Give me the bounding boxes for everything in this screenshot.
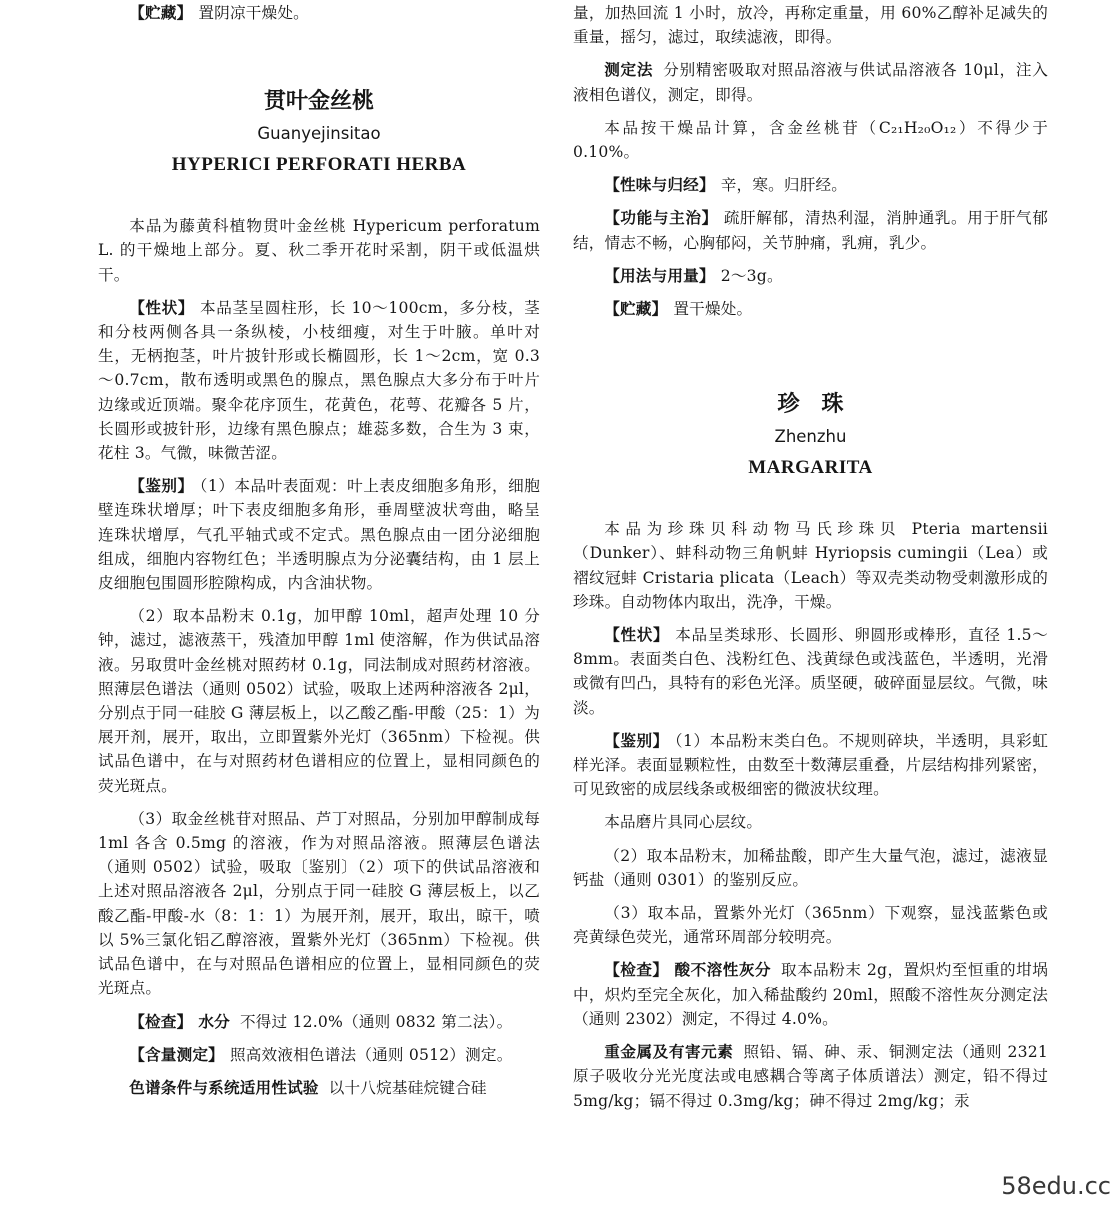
nature-section (573, 173, 1048, 197)
inspection-subheading: 酸不溶性灰分 (674, 961, 772, 980)
characters-section (573, 623, 1048, 720)
method-text: 分别精密吸取对照品溶液与供试品溶液各 10μl，注入液相色谱仪，测定，即得。 (573, 61, 1048, 104)
inspection-label: 【检查】 (129, 1012, 193, 1031)
monograph-title-zh: 珍 珠 (777, 392, 844, 418)
storage-label: 【贮藏】 (604, 300, 668, 319)
grinding-note: 本品磨片具同心层纹。 (604, 813, 763, 832)
inspection-text: 取本品粉末 2g，置炽灼至恒重的坩埚中，炽灼至完全灰化，加入稀盐酸约 20ml，照酸不溶性灰分测定法（通则 2302）测定，不得过 4.0%。 (573, 961, 1048, 1028)
nature-label: 【性味与归经】 (604, 176, 715, 195)
monograph-title-zh: 贯叶金丝桃 (263, 89, 374, 115)
inspection-text: 不得过 12.0%（通则 0832 第二法）。 (239, 1012, 513, 1031)
storage-text: 置干燥处。 (673, 300, 753, 319)
inspection-section (98, 1010, 540, 1034)
chromatography-text: 以十八烷基硅烷键合硅 (328, 1078, 487, 1097)
storage-section (573, 297, 1048, 321)
characters-text: 本品呈类球形、长圆形、卵圆形或棒形，直径 1.5～8mm。表面类白色、浅粉红色、浅黄绿色或浅蓝色，半透明，光滑或微有凹凸，具特有的彩色光泽。质坚硬，破碎面显层纹。气微，味淡。 (573, 626, 1048, 717)
characters-label: 【性状】 (604, 626, 670, 645)
chromatography-conditions (98, 1076, 540, 1100)
identification-text: （1）本品粉末类白色。不规则碎块，半透明，具彩虹样光泽。表面显颗粒性，由数至十数薄层重叠，片层结构排列紧密，可见致密的成层线条或极细密的微波状纹理。 (573, 731, 1048, 799)
method-section (573, 58, 1048, 106)
heavy-metals-text: 照铅、镉、砷、汞、铜测定法（通则 2321 原子吸收分光光度法或电感耦合等离子体质谱法）测定，铅不得过 5mg/kg；镉不得过 0.3mg/kg；砷不得过 2mg/kg；汞 (573, 1043, 1048, 1110)
function-section (573, 206, 1048, 254)
identification-section (98, 474, 540, 595)
assay-text: 照高效液相色谱法（通则 0512）测定。 (229, 1045, 513, 1064)
monograph-title-pinyin: Guanyejinsitao (257, 124, 381, 144)
identification-item-3: （3）取金丝桃苷对照品、芦丁对照品，分别加甲醇制成每 1ml 各含 0.5mg 的溶液，作为对照品溶液。照薄层色谱法（通则 0502）试验，吸取〔鉴别〕（2）项下的供试品溶液和上述对照品溶液各 2μl，分别点于同一硅胶 G 薄层板上，以乙酸乙酯-甲酸-水（8：1：1）为展开剂，展开，取出，晾干，喷以 5%三氯化铝乙醇溶液，置紫外光灯（365nm）下检视。供试品色谱中，在与对照品色谱相应的位置上，显相同颜色的荧光斑点。 (98, 809, 540, 998)
continued-paragraph: 量，加热回流 1 小时，放冷，再称定重量，用 60%乙醇补足减失的重量，摇匀，滤过，取续滤液，即得。 (573, 4, 1048, 47)
usage-section (573, 264, 1048, 288)
left-column (98, 0, 540, 1100)
function-text: 疏肝解郁，清热利湿，消肿通乳。用于肝气郁结，情志不畅，心胸郁闷，关节肿痛，乳痈，乳少。 (573, 209, 1048, 252)
storage-label: 【贮藏】 (129, 4, 193, 22)
identification-text: （1）本品叶表面观：叶上表皮细胞多角形，细胞壁连珠状增厚；叶下表皮细胞多角形，垂周壁波状弯曲，略呈连珠状增厚，气孔平轴式或不定式。黑色腺点由一团分泌细胞组成，细胞内容物红色；半透明腺点为分泌囊结构，由 1 层上皮细胞包围圆形腔隙构成，内含油状物。 (98, 477, 540, 593)
inspection-label: 【检查】 (604, 961, 669, 980)
storage-text: 置阴凉干燥处。 (198, 4, 309, 22)
monograph-title-latin: MARGARITA (748, 457, 873, 479)
characters-text: 本品茎呈圆柱形，长 10～100cm，多分枝，茎和分枝两侧各具一条纵棱，小枝细瘦，对生于叶腋。单叶对生，无柄抱茎，叶片披针形或长椭圆形，长 1～2cm，宽 0.3～0.7cm，散布透明或黑色的腺点，黑色腺点大多分布于叶片边缘或近顶端。聚伞花序顶生，花黄色，花萼、花瓣各 5 片，长圆形或披针形，边缘有黑色腺点；雄蕊多数，合生为 3 束，花柱 3。气微，味微苦涩。 (98, 298, 540, 463)
assay-section (98, 1043, 540, 1067)
chromatography-subheading: 色谱条件与系统适用性试验 (129, 1078, 319, 1097)
inspection-section (573, 958, 1048, 1031)
identification-label: 【鉴别】 (604, 731, 669, 750)
assay-label: 【含量测定】 (129, 1045, 224, 1064)
right-column (573, 0, 1048, 1113)
function-label: 【功能与主治】 (604, 209, 718, 228)
inspection-subheading: 水分 (198, 1012, 230, 1031)
characters-label: 【性状】 (129, 298, 195, 317)
monograph-title-block (98, 88, 540, 177)
heavy-metals-subheading: 重金属及有害元素 (604, 1043, 734, 1062)
method-subheading: 测定法 (604, 61, 654, 80)
watermark: 58edu.cc (1001, 1172, 1111, 1200)
monograph-title-block (573, 391, 1048, 480)
nature-text: 辛，寒。归肝经。 (720, 176, 848, 195)
storage-section-prev (98, 1, 540, 25)
identification-item-2: （2）取本品粉末 0.1g，加甲醇 10ml，超声处理 10 分钟，滤过，滤液蒸干，残渣加甲醇 1ml 使溶解，作为供试品溶液。另取贯叶金丝桃对照药材 0.1g，同法制成对照药材溶液。照薄层色谱法（通则 0502）试验，吸取上述两种溶液各 2μl，分别点于同一硅胶 G 薄层板上，以乙酸乙酯-甲酸（25：1）为展开剂，展开，取出，立即置紫外光灯（365nm）下检视。供试品色谱中，在与对照药材色谱相应的位置上，显相同颜色的荧光斑点。 (98, 607, 540, 795)
intro-paragraph: 本品为藤黄科植物贯叶金丝桃 Hypericum perforatum L. 的干燥地上部分。夏、秋二季开花时采割，阴干或低温烘干。 (98, 217, 540, 284)
identification-item-2: （2）取本品粉末，加稀盐酸，即产生大量气泡，滤过，滤液显钙盐（通则 0301）的鉴别反应。 (573, 846, 1048, 889)
identification-section (573, 729, 1048, 802)
usage-text: 2～3g。 (720, 266, 783, 285)
usage-label: 【用法与用量】 (604, 266, 715, 285)
heavy-metals-section (573, 1040, 1048, 1113)
identification-label: 【鉴别】 (129, 477, 194, 496)
monograph-title-pinyin: Zhenzhu (774, 427, 847, 447)
identification-item-3: （3）取本品，置紫外光灯（365nm）下观察，显浅蓝紫色或亮黄绿色荧光，通常环周部分较明亮。 (573, 904, 1048, 947)
characters-section (98, 296, 540, 465)
intro-paragraph: 本品为珍珠贝科动物马氏珍珠贝 Pteria martensii（Dunker）、蚌科动物三角帆蚌 Hyriopsis cumingii（Lea）或褶纹冠蚌 Cristaria plicata（Leach）等双壳类动物受刺激形成的珍珠。自动物体内取出，洗净，干燥。 (573, 520, 1048, 611)
monograph-title-latin: HYPERICI PERFORATI HERBA (171, 154, 467, 176)
content-requirement: 本品按干燥品计算，含金丝桃苷（C₂₁H₂₀O₁₂）不得少于 0.10%。 (573, 118, 1048, 162)
